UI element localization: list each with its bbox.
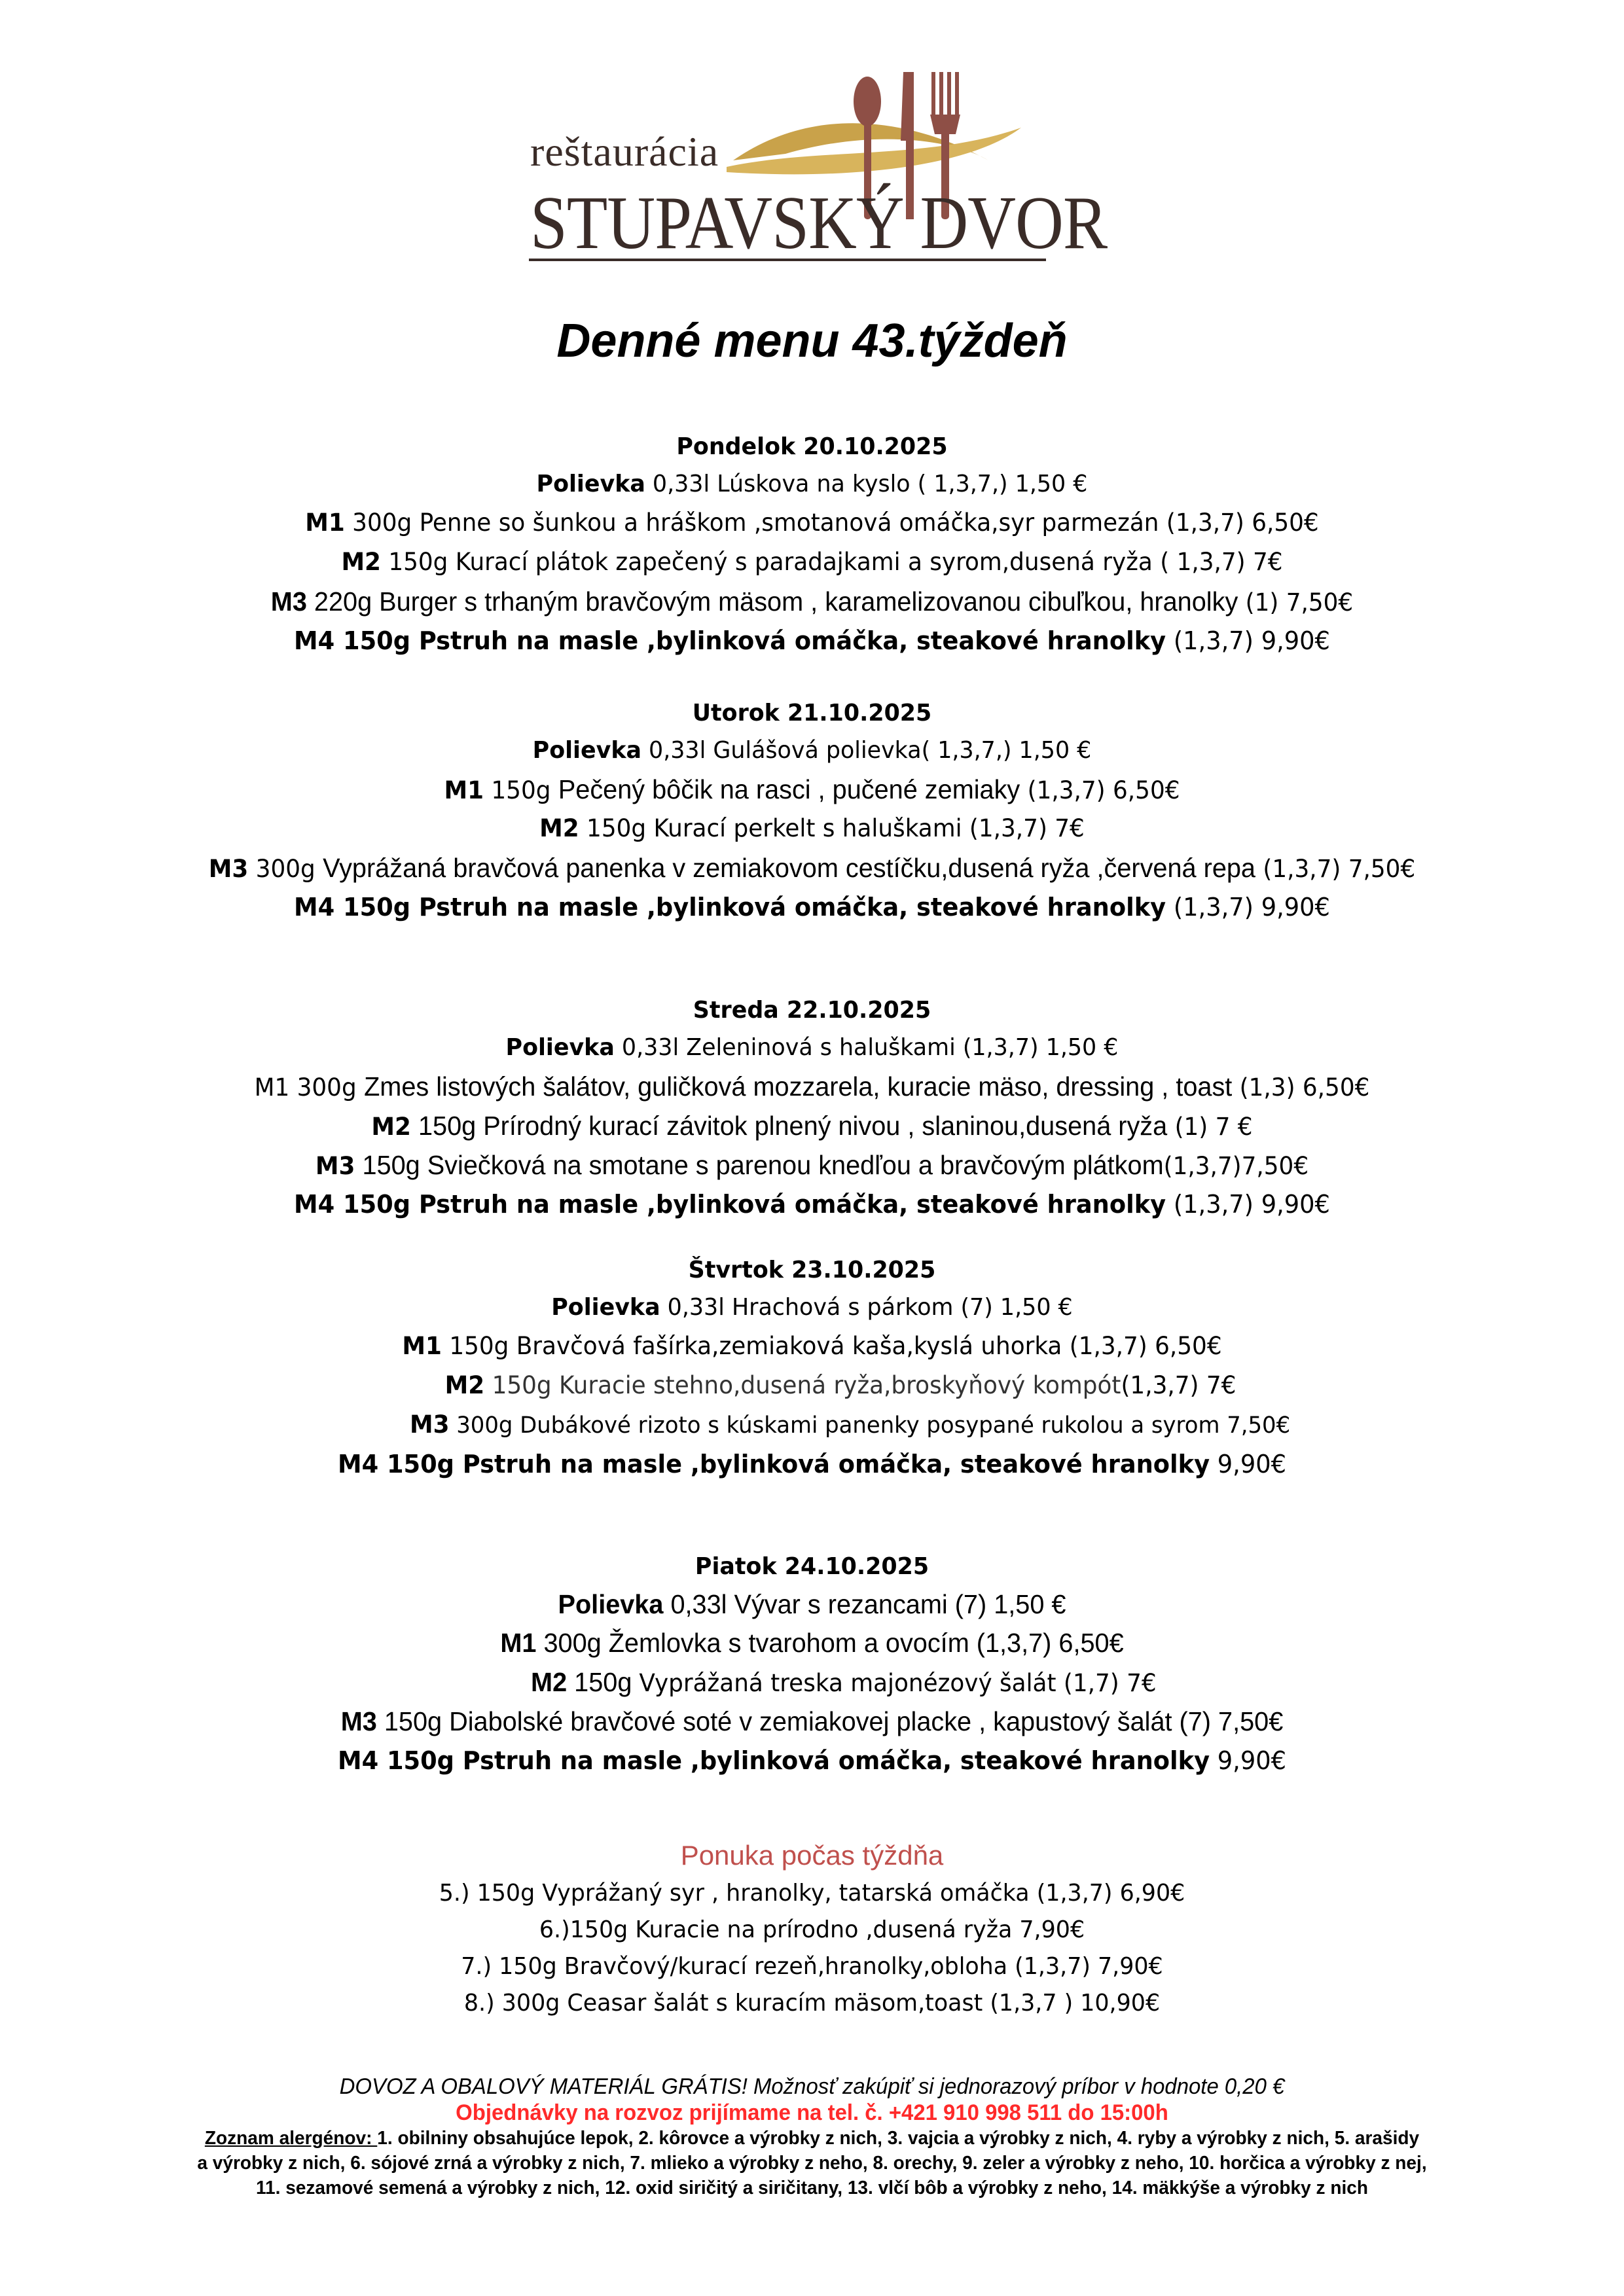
meal-m1: M1 150g Bravčová fašírka,zemiaková kaša,kyslá uhorka (1,3,7) 6,50€ — [402, 1332, 1222, 1360]
logo-subtitle: reštaurácia — [530, 128, 719, 175]
day-tuesday — [0, 695, 1624, 927]
offer-item: 6.)150g Kuracie na prírodno ,dusená ryža 7,90€ — [539, 1916, 1085, 1943]
allergens-label: Zoznam alergénov: — [204, 2128, 378, 2149]
day-name: Streda 22.10.2025 — [693, 997, 931, 1024]
meal-m3: M3 300g Dubákové rizoto s kúskami panenky posypané rukolou a syrom 7,50€ — [409, 1410, 1291, 1439]
logo-name: STUPAVSKÝ DVOR — [530, 181, 1108, 265]
day-wednesday — [0, 992, 1624, 1224]
meal-m3: M3 150g Sviečková na smotane s parenou knedľou a bravčovým plátkom(1,3,7)7,50€ — [315, 1150, 1309, 1180]
meal-m2: M2 150g Vyprážaná treska majonézový šalát (1,7) 7€ — [531, 1667, 1157, 1697]
footer — [0, 2073, 1624, 2200]
meal-m4: M4 150g Pstruh na masle ,bylinková omáčka, steakové hranolky 9,90€ — [337, 1746, 1287, 1775]
day-name: Utorok 21.10.2025 — [692, 700, 932, 726]
meal-m3: M3 150g Diabolské bravčové soté v zemiakovej placke , kapustový šalát (7) 7,50€ — [340, 1706, 1284, 1736]
orders-note: Objednávky na rozvoz prijímame na tel. č. +421 910 998 511 do 15:00h — [456, 2100, 1168, 2125]
soup-line: Polievka 0,33l Gulášová polievka( 1,3,7,) 1,50 € — [532, 737, 1092, 764]
meal-m3: M3 300g Vyprážaná bravčová panenka v zemiakovom cestíčku,dusená ryža ,červená repa (1,3,7) 7,50€ — [208, 853, 1416, 883]
meal-m2: M2 150g Kurací plátok zapečený s paradajkami a syrom,dusená ryža ( 1,3,7) 7€ — [341, 548, 1283, 576]
restaurant-logo — [511, 62, 1108, 272]
offer-item: 8.) 300g Ceasar šalát s kuracím mäsom,toast (1,3,7 ) 10,90€ — [463, 1990, 1161, 2017]
meal-m2: M2 150g Prírodný kurací závitok plnený nivou , slaninou,dusená ryža (1) 7 € — [371, 1111, 1253, 1141]
day-monday — [0, 429, 1624, 660]
menu-title: Denné menu 43.týždeň — [556, 315, 1068, 367]
meal-m1: M1 300g Žemlovka s tvarohom a ovocím (1,3,7) 6,50€ — [500, 1628, 1124, 1658]
meal-m2: M2 150g Kurací perkelt s haluškami (1,3,7) 7€ — [539, 814, 1085, 842]
soup-line: Polievka 0,33l Lúskova na kyslo ( 1,3,7,) 1,50 € — [536, 471, 1088, 497]
meal-m3: M3 220g Burger s trhaným bravčovým mäsom , karamelizovanou cibuľkou, hranolky (1) 7,50€ — [270, 586, 1354, 617]
meal-m1: M1 300g Penne so šunkou a hráškom ,smotanová omáčka,syr parmezán (1,3,7) 6,50€ — [305, 509, 1319, 537]
soup-line: Polievka 0,33l Zeleninová s haluškami (1,3,7) 1,50 € — [505, 1034, 1119, 1061]
day-thursday — [0, 1252, 1624, 1484]
meal-m4: M4 150g Pstruh na masle ,bylinková omáčka, steakové hranolky (1,3,7) 9,90€ — [294, 1190, 1330, 1219]
day-name: Pondelok 20.10.2025 — [676, 433, 948, 460]
offers-title: Ponuka počas týždňa — [680, 1840, 944, 1871]
allergens-line-1: Zoznam alergénov: 1. obilniny obsahujúce lepok, 2. kôrovce a výrobky z nich, 3. vajcia a výrobky z nich, 4. ryby a výrobky z nich, 5. arašidy — [204, 2128, 1420, 2149]
meal-m2: M2 150g Kuracie stehno,dusená ryža,broskyňový kompót(1,3,7) 7€ — [444, 1371, 1236, 1399]
offer-item: 5.) 150g Vyprážaný syr , hranolky, tatarská omáčka (1,3,7) 6,90€ — [439, 1880, 1185, 1907]
soup-line: Polievka 0,33l Hrachová s párkom (7) 1,50 € — [551, 1294, 1073, 1321]
weekly-offers — [0, 1836, 1624, 2022]
meal-m4: M4 150g Pstruh na masle ,bylinková omáčka, steakové hranolky (1,3,7) 9,90€ — [294, 893, 1330, 922]
day-friday — [0, 1549, 1624, 1780]
meal-m4: M4 150g Pstruh na masle ,bylinková omáčka, steakové hranolky (1,3,7) 9,90€ — [294, 626, 1330, 655]
offer-item: 7.) 150g Bravčový/kurací rezeň,hranolky,obloha (1,3,7) 7,90€ — [461, 1953, 1163, 1980]
meal-m1: M1 300g Zmes listových šalátov, guličková mozzarela, kuracie mäso, dressing , toast (1,3) 6,50€ — [254, 1071, 1370, 1102]
allergens-line-3: 11. sezamové semená a výrobky z nich, 12. oxid siričitý a siričitany, 13. vlčí bôb a výrobky z neho, 14. mäkkýše a výrobky z nich — [255, 2178, 1369, 2198]
soup-line: Polievka 0,33l Vývar s rezancami (7) 1,50 € — [558, 1589, 1066, 1619]
meal-m4: M4 150g Pstruh na masle ,bylinková omáčka, steakové hranolky 9,90€ — [337, 1450, 1287, 1479]
meal-m1: M1 150g Pečený bôčik na rasci , pučené zemiaky (1,3,7) 6,50€ — [444, 774, 1180, 804]
day-name: Štvrtok 23.10.2025 — [688, 1257, 936, 1283]
day-name: Piatok 24.10.2025 — [695, 1553, 929, 1580]
allergens-line-2: a výrobky z nich, 6. sójové zrná a výrobky z nich, 7. mlieko a výrobky z neho, 8. orechy, 9. zeler a výrobky z neho, 10. horčica a výrobky z nej, — [197, 2153, 1427, 2174]
delivery-note: DOVOZ A OBALOVÝ MATERIÁL GRÁTIS! Možnosť zakúpiť si jednorazový príbor v hodnote 0,20 € — [339, 2074, 1285, 2099]
